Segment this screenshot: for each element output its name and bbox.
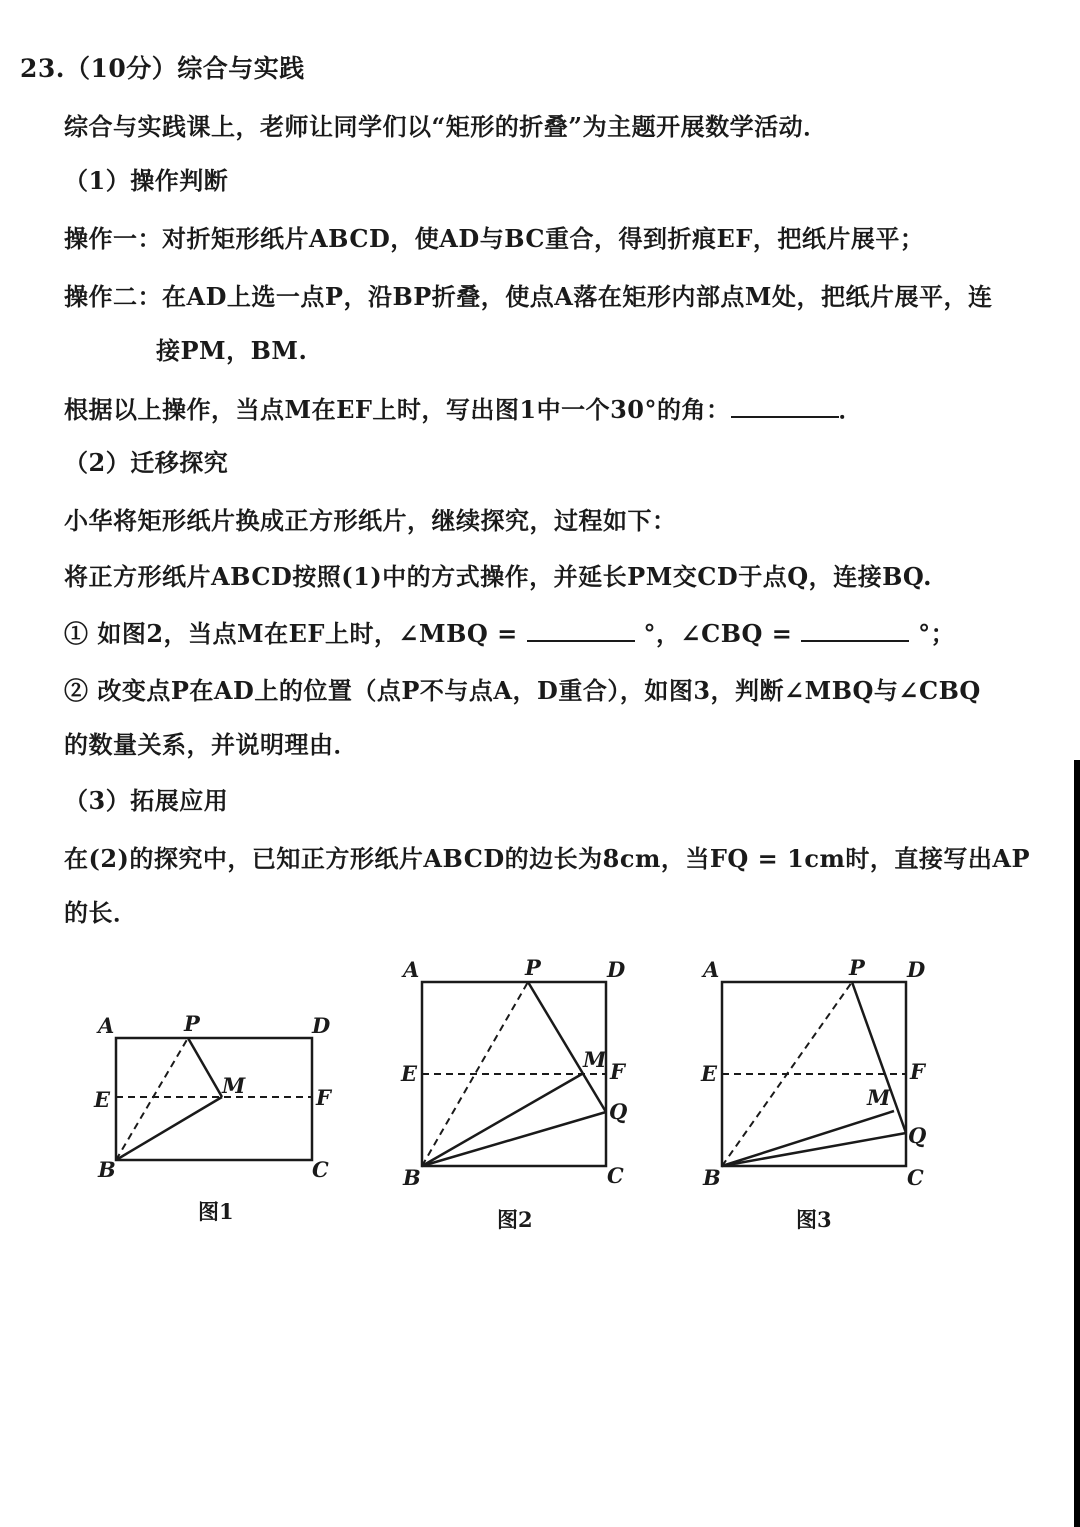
figure-2-diagram [395,955,645,1195]
fig3-label-d: D [907,957,926,982]
answer-blank-cbq [801,616,909,642]
operation-one: 操作一：对折矩形纸片ABCD，使AD与BC重合，得到折痕EF，把纸片展平； [64,224,925,253]
fig1-label-a: A [98,1013,115,1038]
operation-two-line1: 操作二：在AD上选一点P，沿BP折叠，使点A落在矩形内部点M处，把纸片展平，连 [64,282,993,311]
part2-heading: （2）迁移探究 [64,448,229,477]
figure-1-caption: 图1 [198,1199,234,1224]
fig3-label-p: P [849,955,865,980]
answer-blank-30-degree-angle [731,392,839,418]
intro-text: 综合与实践课上，老师让同学们以“矩形的折叠”为主题开展数学活动． [64,112,828,141]
part2-question1 [64,616,955,651]
fig1-label-p: P [184,1011,200,1036]
part1-question-end: ． [838,395,863,424]
part1-question [64,392,863,427]
fig3-label-a: A [703,957,720,982]
fig1-label-c: C [312,1157,329,1182]
part2-question2-line2: 的数量关系，并说明理由． [64,730,358,759]
fig1-label-d: D [312,1013,331,1038]
page-edge-shadow [1074,760,1080,1527]
fig1-label-f: F [316,1085,331,1110]
figure-3-diagram [695,955,945,1195]
part1-heading: （1）操作判断 [64,166,229,195]
operation-two-line2: 接PM，BM. [156,336,308,365]
fig2-label-q: Q [609,1099,628,1124]
fig1-label-b: B [98,1157,116,1182]
answer-blank-mbq [527,616,635,642]
part1-question-text: 根据以上操作，当点M在EF上时，写出图1中一个30°的角： [64,395,731,424]
part2-q1-text-c: °； [918,619,956,648]
figure-1-diagram [90,1005,350,1195]
part2-q1-text-b: °，∠CBQ = [643,619,793,648]
fig1-label-e: E [94,1087,111,1112]
part3-heading: （3）拓展应用 [64,786,229,815]
fig2-label-a: A [403,957,420,982]
part3-line2: 的长． [64,898,138,927]
problem-title: 23.（10分）综合与实践 [20,54,305,83]
fig3-label-c: C [907,1165,924,1190]
fig3-label-f: F [910,1059,925,1084]
fig2-label-c: C [607,1163,624,1188]
part2-line1: 小华将矩形纸片换成正方形纸片，继续探究，过程如下： [64,506,677,535]
fig3-label-m: M [867,1085,891,1110]
fig3-label-e: E [701,1061,718,1086]
fig2-label-m: M [583,1047,607,1072]
fig2-label-e: E [401,1061,418,1086]
fig1-label-m: M [222,1073,246,1098]
fig2-label-b: B [403,1165,421,1190]
fig2-label-f: F [610,1059,625,1084]
fig3-label-b: B [703,1165,721,1190]
fig2-label-d: D [607,957,626,982]
fig2-label-p: P [525,955,541,980]
figure-3-caption: 图3 [796,1207,832,1232]
part2-q1-text-a: ① 如图2，当点M在EF上时，∠MBQ = [64,619,518,648]
figure-2-caption: 图2 [497,1207,533,1232]
part2-line2: 将正方形纸片ABCD按照(1)中的方式操作，并延长PM交CD于点Q，连接BQ. [64,562,932,591]
fig3-label-q: Q [908,1123,927,1148]
part3-line1: 在(2)的探究中，已知正方形纸片ABCD的边长为8cm，当FQ = 1cm时，直接写出AP [64,844,1031,873]
part2-question2-line1: ② 改变点P在AD上的位置（点P不与点A，D重合），如图3，判断∠MBQ与∠CBQ [64,676,981,705]
